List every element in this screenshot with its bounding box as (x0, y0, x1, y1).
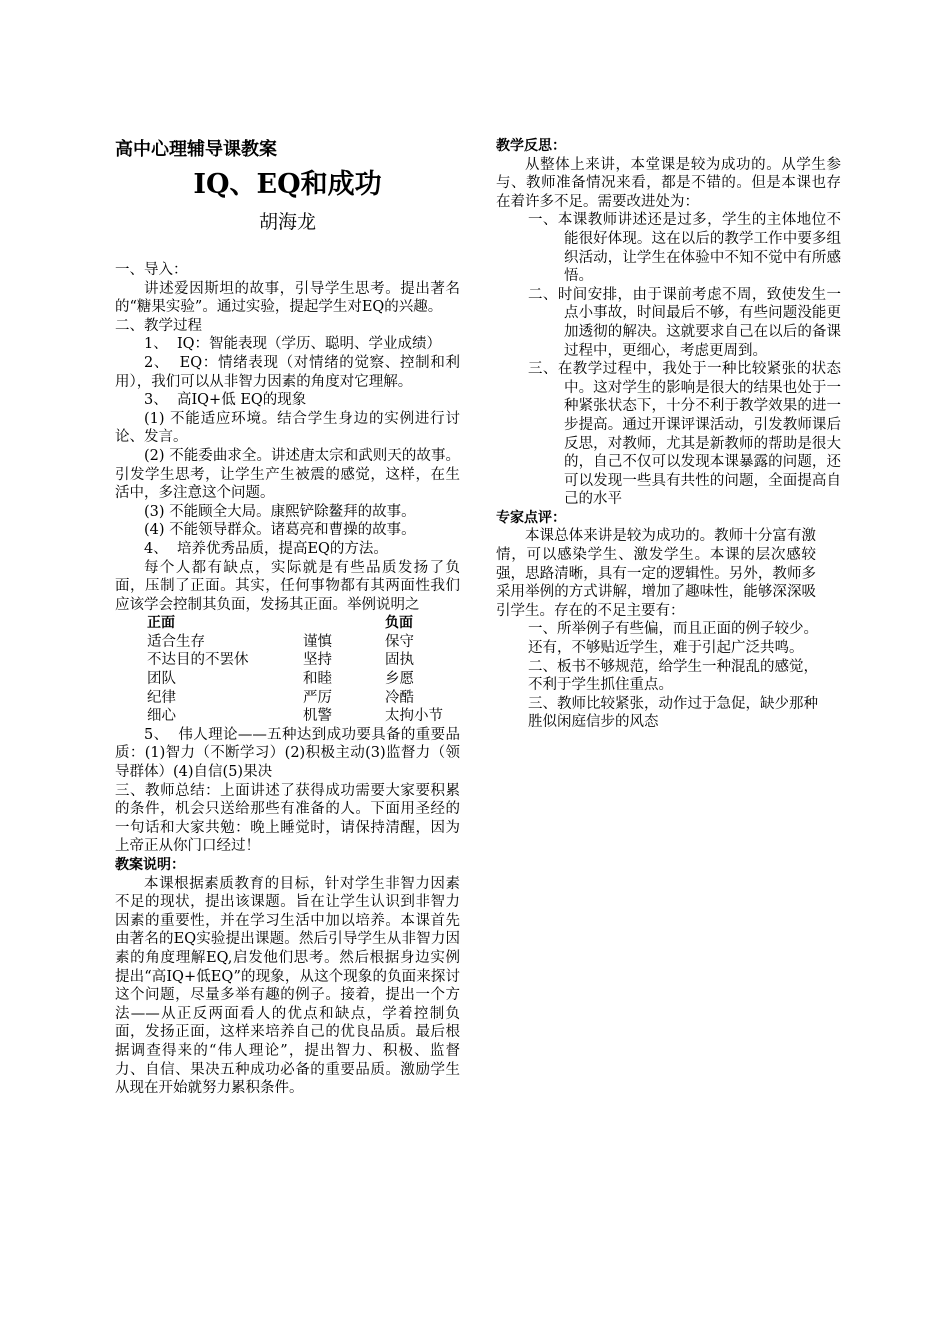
process-item-2: 2、 EQ：情绪表现（对情绪的觉察、控制和利用），我们可以从非智力因素的角度对它理解。 (115, 354, 460, 390)
author-name: 胡海龙 (258, 211, 316, 233)
positive-cell: 纪律 (147, 689, 176, 706)
reflection-item-label: 二、 (528, 286, 558, 303)
reflection-item-1 (496, 211, 841, 285)
process-item-3: 3、 高IQ+低 EQ的现象 (144, 392, 307, 409)
qualities-table-header (147, 614, 443, 633)
expert-review-text: 本课总体来讲是较为成功的。教师十分富有激情，可以感染学生、激发学生。本课的层次感较强，思路清晰，具有一定的逻辑性。另外，教师多采用举例的方式讲解，增加了趣味性，能够深深吸引学生。存在的不足主要有： (496, 528, 816, 619)
reflection-item-3 (496, 360, 841, 509)
table-row (147, 670, 443, 689)
process-item-5: 5、 伟人理论——五种达到成功要具备的重要品质：(1)智力（不断学习）(2)积极主动(3)监督力（领导群体）(4)自信(5)果决 (115, 726, 460, 781)
lesson-notes-heading: 教案说明： (115, 857, 185, 873)
middle-cell: 和睦 (303, 671, 332, 688)
reflection-item-text: 时间安排，由于课前考虑不周，致使发生一点小事故，时间最后不够，有些问题没能更加透彻的解决。这就要求自己在以后的备课过程中，更细心，考虑更周到。 (557, 286, 842, 359)
reflection-item-2 (496, 286, 841, 360)
reflection-item-text: 在教学过程中，我处于一种比较紧张的状态中。这对学生的影响是很大的结果也处于一种紧张状态下，十分不利于教学效果的进一步提高。通过开课评课活动，引发教师课后反思，对教师，尤其是新教师的帮助是很大的，自己不仅可以发现本课暴露的问题，还可以发现一些具有共性的问题，全面提高自己的水平 (557, 361, 842, 508)
section-process-heading: 二、教学过程 (115, 317, 202, 334)
expert-review-item-1: 一、所举例子有些偏，而且正面的例子较少。还有，不够贴近学生，难于引起广泛共鸣。 (528, 621, 818, 657)
reflection-heading: 教学反思： (496, 138, 566, 154)
phenomenon-item-2: (2) 不能委曲求全。讲述唐太宗和武则天的故事。引发学生思考，让学生产生被震的感觉，这样，在生活中，多注意这个问题。 (115, 447, 460, 502)
middle-cell: 谨慎 (303, 633, 332, 650)
negative-cell: 固执 (385, 652, 414, 669)
negative-cell: 保守 (385, 633, 414, 650)
table-row (147, 633, 443, 652)
reflection-item-text: 本课教师讲述还是过多，学生的主体地位不能很好体现。这在以后的教学工作中要多组织活动，让学生在体验中不知不觉中有所感悟。 (557, 212, 842, 285)
reflection-item-label: 一、 (528, 212, 558, 229)
table-row (147, 689, 443, 708)
expert-review-item-2: 二、板书不够规范，给学生一种混乱的感觉，不利于学生抓住重点。 (528, 658, 818, 694)
section-intro-heading: 一、导入： (115, 262, 188, 278)
middle-cell: 机警 (303, 708, 332, 725)
process-item-1: 1、 IQ：智能表现（学历、聪明、学业成绩） (144, 336, 442, 353)
reflection-item-label: 三、 (528, 361, 558, 378)
negative-cell: 乡愿 (385, 671, 414, 688)
positive-cell: 适合生存 (147, 633, 205, 650)
lesson-title: IQ、EQ和成功 (193, 169, 382, 200)
middle-cell: 坚持 (303, 652, 332, 669)
header-positive: 正面 (147, 615, 175, 632)
right-column (496, 137, 841, 732)
positive-cell: 细心 (147, 708, 176, 725)
process-item-4-text: 每个人都有缺点，实际就是有些品质发扬了负面，压制了正面。其实，任何事物都有其两面性我们应该学会控制其负面，发扬其正面。举例说明之 (115, 559, 460, 613)
positive-cell: 不达目的不罢休 (147, 652, 249, 669)
negative-cell: 冷酷 (385, 689, 414, 706)
positive-cell: 团队 (147, 671, 176, 688)
document-title: 高中心理辅导课教案 (115, 139, 277, 160)
phenomenon-item-1: (1) 不能适应环境。结合学生身边的实例进行讨论、发言。 (115, 410, 460, 446)
qualities-table (147, 614, 443, 726)
phenomenon-item-4: (4) 不能领导群众。诸葛亮和曹操的故事。 (144, 522, 416, 539)
lesson-notes-text: 本课根据素质教育的目标，针对学生非智力因素不足的现状，提出该课题。旨在让学生认识到非智力因素的重要性，并在学习生活中加以培养。本课首先由著名的EQ实验提出课题。然后引导学生从非智力因素的角度理解EQ,启发他们思考。然后根据身边实例提出“高IQ+低EQ”的现象，从这个现象的负面来探讨这个问题，尽量多举有趣的例子。接着，提出一个方法——从正反两面看人的优点和缺点，学着控制负面，发扬正面，这样来培养自己的优良品质。最后根据调查得来的“伟人理论”，提出智力、积极、监督力、自信、果决五种成功必备的重要品质。激励学生从现在开始就努力累积条件。 (115, 875, 460, 1097)
section-intro-text: 讲述爱因斯坦的故事，引导学生思考。提出著名的“糖果实验”。通过实验，提起学生对EQ的兴趣。 (115, 280, 460, 316)
section-summary: 三、教师总结：上面讲述了获得成功需要大家要积累的条件，机会只送给那些有准备的人。下面用圣经的一句话和大家共勉：晚上睡觉时，请保持清醒，因为上帝正从你门口经过！ (115, 782, 460, 855)
table-row (147, 651, 443, 670)
process-item-4: 4、 培养优秀品质，提高EQ的方法。 (144, 540, 388, 557)
expert-review-item-3: 三、教师比较紧张，动作过于急促，缺少那种胜似闲庭信步的风态 (528, 695, 818, 731)
left-column (115, 137, 460, 1098)
header-negative: 负面 (385, 615, 413, 632)
phenomenon-item-3: (3) 不能顾全大局。康熙铲除鳌拜的故事。 (144, 503, 416, 520)
reflection-text: 从整体上来讲，本堂课是较为成功的。从学生参与、教师准备情况来看，都是不错的。但是本课也存在着许多不足。需要改进处为： (496, 156, 841, 210)
negative-cell: 太拘小节 (385, 708, 443, 725)
table-row (147, 707, 443, 726)
expert-review-heading: 专家点评： (496, 509, 566, 526)
middle-cell: 严厉 (303, 689, 332, 706)
